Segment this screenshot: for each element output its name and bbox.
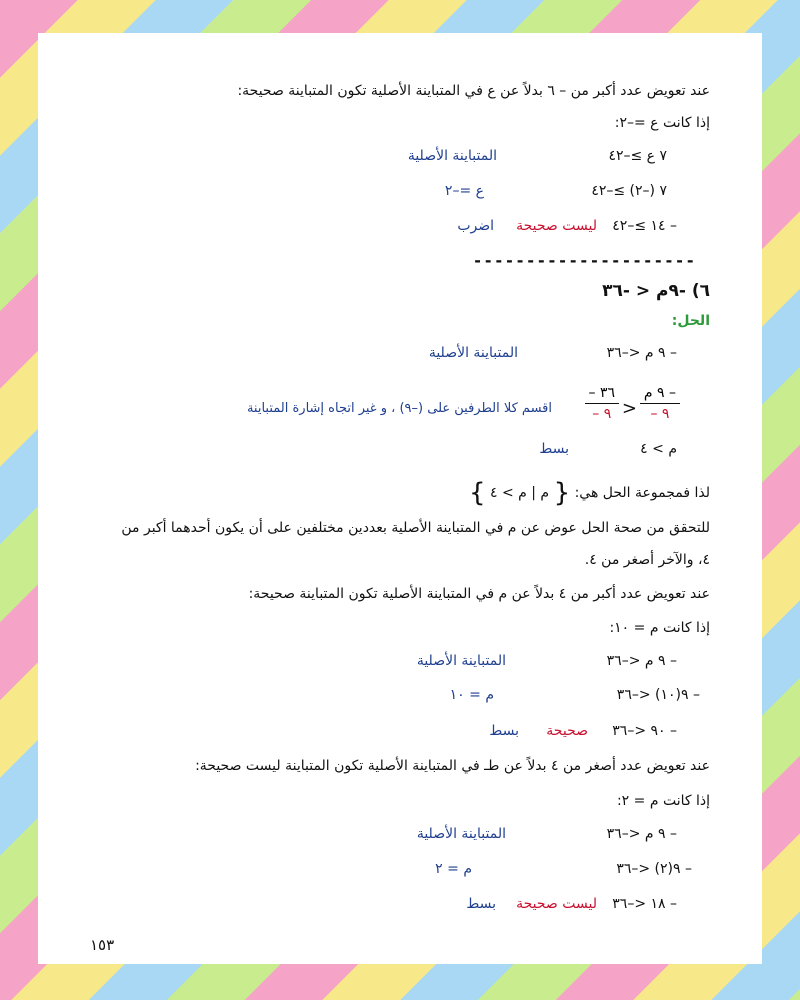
page — [38, 33, 762, 964]
math-step: – ١٤ ≥–٤٢ — [612, 218, 677, 234]
math-step: م > ٤ — [640, 441, 677, 457]
fraction-denominator: ٩ – — [592, 406, 612, 422]
fraction-numerator: – ٩ م — [643, 385, 676, 401]
text-line: إذا كانت م = ١٠: — [609, 620, 710, 636]
verdict-false: ليست صحيحة — [516, 896, 597, 912]
text-line: ٤، والآخر أصغر من ٤. — [584, 552, 710, 568]
step-reason: المتباينة الأصلية — [416, 653, 506, 669]
math-step: – ١٨ <–٣٦ — [612, 896, 677, 912]
text-line: للتحقق من صحة الحل عوض عن م في المتباينة الأصلية بعددين مختلفين على أن يكون أحدهما أكبر من — [121, 520, 710, 536]
step-reason: م = ٢ — [435, 861, 472, 877]
step-reason: المتباينة الأصلية — [428, 345, 518, 361]
text-line: عند تعويض عدد أصغر من ٤ بدلاً عن طـ في المتباينة الأصلية تكون المتباينة ليست صحيحة: — [195, 758, 710, 774]
math-step: – ٩(٢) <–٣٦ — [616, 861, 692, 877]
exercise-title: ٦) -٩م < -٣٦ — [602, 281, 710, 301]
text-line: إذا كانت ع =–٢: — [614, 115, 710, 131]
verdict-false: ليست صحيحة — [516, 218, 597, 234]
solution-set — [468, 478, 571, 508]
solution-set-label: لذا فمجموعة الحل هي: — [574, 485, 710, 501]
math-step: – ٩ م <–٣٦ — [606, 826, 677, 842]
text-line: عند تعويض عدد أكبر من – ٦ بدلاً عن ع في المتباينة الأصلية تكون المتباينة صحيحة: — [237, 83, 710, 99]
text-line: عند تعويض عدد أكبر من ٤ بدلاً عن م في المتباينة الأصلية تكون المتباينة صحيحة: — [248, 586, 710, 602]
solution-set-line — [468, 478, 710, 508]
math-step: – ٩ م <–٣٦ — [606, 345, 677, 361]
step-reason: بسط — [489, 723, 519, 739]
solution-label: الحل: — [671, 313, 710, 329]
less-than-sign: < — [621, 398, 637, 419]
fraction-denominator: ٩ – — [650, 406, 670, 422]
step-reason: م = ١٠ — [449, 687, 494, 703]
solution-set-body: م | م > ٤ — [489, 485, 550, 501]
math-step: – ٩(١٠) <–٣٦ — [616, 687, 700, 703]
step-reason: ع =–٢ — [444, 183, 484, 199]
fraction-numerator: ٣٦ – — [588, 385, 615, 401]
dashed-separator: --------------------- — [472, 251, 696, 270]
step-reason: اقسم كلا الطرفين على (–٩) ، و غير اتجاه إشارة المتباينة — [246, 401, 552, 416]
fraction-left — [640, 385, 680, 422]
page-number: ١٥٣ — [90, 936, 115, 954]
step-reason: المتباينة الأصلية — [416, 826, 506, 842]
math-step: – ٩ م <–٣٦ — [606, 653, 677, 669]
math-step: ٧ (–٢) ≥–٤٢ — [591, 183, 667, 199]
math-step: ٧ ع ≥–٤٢ — [608, 148, 667, 164]
text-line: إذا كانت م = ٢: — [616, 793, 710, 809]
step-reason: المتباينة الأصلية — [407, 148, 497, 164]
brace-close: } — [468, 478, 486, 508]
step-reason: بسط — [466, 896, 496, 912]
math-step: – ٩٠ <–٣٦ — [612, 723, 677, 739]
step-reason: اضرب — [457, 218, 494, 234]
step-reason: بسط — [539, 441, 569, 457]
brace-open: { — [553, 478, 571, 508]
fraction-right — [585, 385, 620, 422]
verdict-true: صحيحة — [546, 723, 588, 739]
